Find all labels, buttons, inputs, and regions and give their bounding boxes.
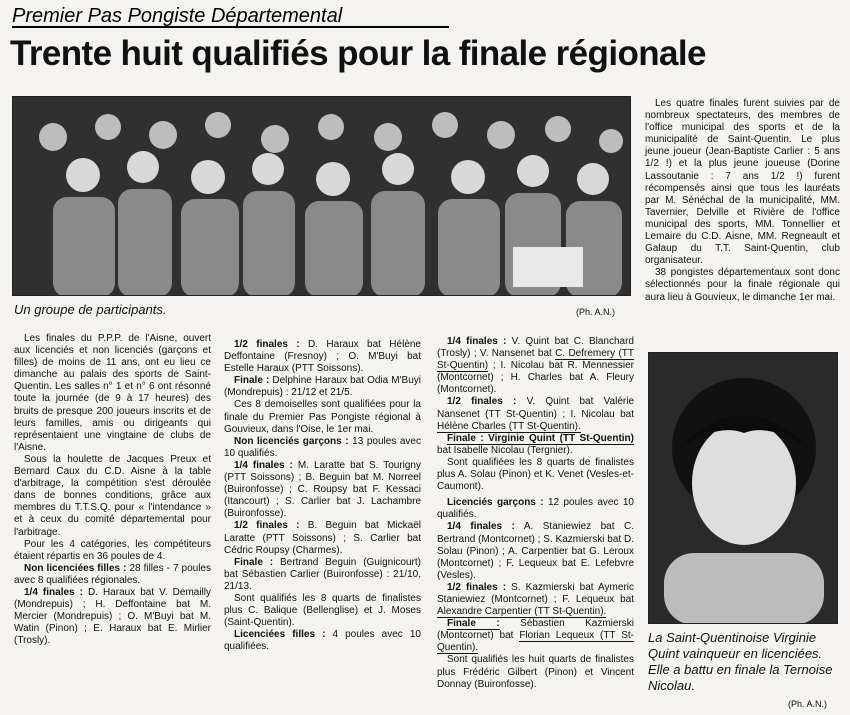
results-non-licensed-boys: Non licenciés garçons : 13 poules avec 10 qualifiés. xyxy=(224,435,421,459)
results-nlg-quarterfinals: 1/4 finales : M. Laratte bat S. Tourigny (PTT Soissons) ; B. Beguin bat M. Norreel (Buironfosse) ; C. Roupsy bat F. Kessaci (Itancourt) ; S. Carlier bat J. Lachambre (Buironfosse). xyxy=(224,459,421,520)
results-nlf-quarterfinals: 1/4 finales : D. Haraux bat V. Demailly (Mondrepuis) ; H. Deffontaine bat M. Mercier (Mondrepuis) ; O. M'Buyi bat M. Watin (Pinon) ; E. Haraux bat E. Mirlier (Trosly). xyxy=(14,586,212,647)
results-lf-quarterfinals: 1/4 finales : V. Quint bat C. Blanchard (Trosly) ; V. Nansenet bat C. Defremery (TT St-Quentin) ; I. Nicolau bat R. Mennessier (Montcornet) ; H. Charles bat A. Fleury (Montcornet). xyxy=(437,336,634,396)
results-lg-final: Finale : Sébastien Kazmierski (Montcornet) bat Florian Lequeux (TT St-Quentin). xyxy=(437,618,634,654)
results-nlg-final: Finale : Bertrand Beguin (Guignicourt) bat Sébastien Carlier (Buironfosse) : 21/10, 21/13. xyxy=(224,556,421,592)
intro-paragraph-3: Pour les 4 catégories, les compétiteurs étaient répartis en 36 poules de 4. xyxy=(14,538,211,562)
portrait-figure xyxy=(649,353,838,624)
closing-paragraph-1: Les quatre finales furent suivies par de nombreux spectateurs, des membres de l'office municipal des sports et de la municipalité de Saint-Quentin. Le plus jeune joueur (Jean-Baptiste Carlier : 5 ans 1/2 !) et la plus jeune joueuse (Dorine Lassoutanie : 7 ans 1/2 !) furent récompensés ainsi que tous les lauréats par M. Sénéchal de la municipalité, MM. Tavernier, Delville et Rivière de l'office municipal des sports, MM. Tonnellier et Lemaire du C.D. Aisne, MM. Regneault et Galaup du T.T. Saint-Quentin, club organisateur. xyxy=(645,98,840,267)
article-column-2 xyxy=(224,339,421,653)
intro-paragraph-1: Les finales du P.P.P. de l'Aisne, ouvert aux licenciés et non licenciés (garçons et filles) de moins de 11 ans, ont eu lieu ce dimanche au palais des sports de Saint-Quentin. Les salles n° 1 et n° 6 ont résonné toute la journée (de 9 à 17 heures) des bruits de presque 200 joueurs inscrits et de leurs familles, amis ou dirigeants qui représentaient une vingtaine de clubs de l'Aisne. xyxy=(14,333,211,453)
results-lg-qualified: Sont qualifiés les huit quarts de finalistes plus Frédéric Gilbert (Pinon) et Vincent Donnay (Buironfosse). xyxy=(437,654,634,690)
group-photo-caption: Un groupe de participants. xyxy=(14,302,167,317)
article-column-4 xyxy=(645,98,840,304)
results-nlf-final: Finale : Delphine Haraux bat Odia M'Buyi (Mondrepuis) : 21/12 et 21/5. xyxy=(224,375,421,399)
results-licensed-girls: Licenciées filles : 4 poules avec 10 qualifiées. xyxy=(224,629,421,653)
results-nlf-semifinals: 1/2 finales : D. Haraux bat Hélène Deffontaine (Fresnoy) ; O. M'Buyi bat Estelle Haraux (PTT Soissons). xyxy=(224,339,421,375)
intro-paragraph-2: Sous la houlette de Jacques Preux et Bernard Caux du C.D. Aisne à la table d'arbitrage, la compétition s'est déroulée dans de bonnes conditions, grâce aux membres du T.T.S.Q. pour « l'intendance » et à ceux du comité départemental pour l'arbitrage. xyxy=(14,453,211,538)
results-lg-semifinals: 1/2 finales : S. Kazmierski bat Aymeric Staniewiez (Montcornet) ; F. Lequeux bat Alexandre Carpentier (TT St-Quentin). xyxy=(437,581,634,618)
portrait-photo xyxy=(648,352,838,624)
headline: Trente huit qualifiés pour la finale régionale xyxy=(10,34,706,73)
article-column-3 xyxy=(437,336,634,691)
group-photo xyxy=(12,96,631,296)
results-lg-quarterfinals: 1/4 finales : A. Staniewiez bat C. Bertrand (Montcornet) ; S. Kazmierski bat D. Solau (Pinon) ; A. Carpentier bat G. Leroux (Montcornet) ; F. Lequeux bat E. Lefebvre (Vesles). xyxy=(437,521,634,581)
results-lf-semifinals: 1/2 finales : V. Quint bat Valérie Nansenet (TT St-Quentin) ; I. Nicolau bat Hélène Charles (TT St-Quentin). xyxy=(437,396,635,432)
portrait-caption: La Saint-Quentinoise Virginie Quint vainqueur en licenciées. Elle a battu en finale la Ternoise Nicolau. xyxy=(648,630,833,693)
results-nlg-semifinals: 1/2 finales : B. Beguin bat Mickaël Laratte (PTT Soissons) ; S. Carlier bat Cédric Roupsy (Charmes). xyxy=(224,520,422,556)
article-column-1 xyxy=(14,333,211,647)
group-photo-figures xyxy=(13,97,631,296)
section-kicker: Premier Pas Pongiste Départemental xyxy=(12,4,449,28)
results-licensed-boys: Licenciés garçons : 12 poules avec 10 qualifiés. xyxy=(437,497,634,521)
closing-paragraph-2: 38 pongistes départementaux sont donc sélectionnés pour la finale régionale qui aura lieu à Gouvieux, le dimanche 1er mai. xyxy=(645,267,840,303)
results-nlg-qualified: Sont qualifiés les 8 quarts de finalistes plus C. Balique (Bellenglise) et J. Moses (Saint-Quentin). xyxy=(224,592,421,629)
group-photo-credit: (Ph. A.N.) xyxy=(576,307,616,317)
results-lf-qualified: Sont qualifiées les 8 quarts de finalistes plus A. Solau (Pinon) et K. Venet (Vesles-et-Caumont). xyxy=(437,456,634,493)
results-lf-final: Finale : Virginie Quint (TT St-Quentin) bat Isabelle Nicolau (Tergnier). xyxy=(437,432,634,456)
results-nlf-qualified: Ces 8 demoiselles sont qualifiées pour la finale du Premier Pas Pongiste régional à Gouvieux, dans l'Oise, le 1er mai. xyxy=(224,399,421,435)
results-non-licensed-girls: Non licenciées filles : 28 filles - 7 poules avec 8 qualifiées régionales. xyxy=(14,562,211,586)
portrait-credit: (Ph. A.N.) xyxy=(788,699,828,709)
